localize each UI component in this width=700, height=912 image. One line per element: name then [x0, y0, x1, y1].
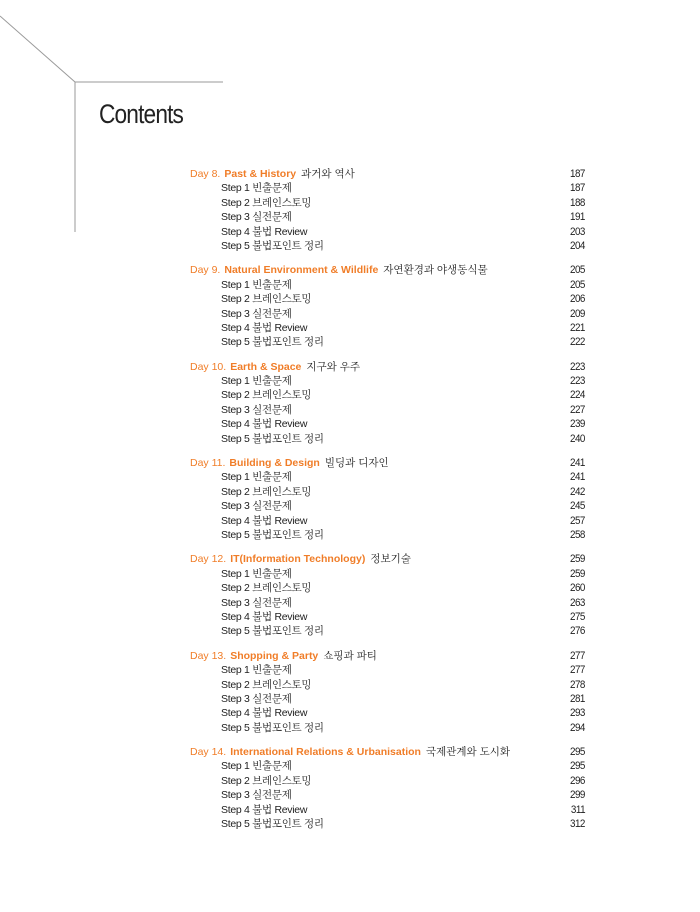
day-title-ko: 자연환경과 야생동식물 [383, 264, 488, 277]
step-label: Step 5 불법포인트 정리 [221, 432, 324, 445]
toc-step-entry[interactable] [190, 181, 585, 195]
step-label: Step 1 빈출문제 [221, 471, 292, 484]
step-label: Step 3 실전문제 [221, 307, 292, 320]
toc-day-entry[interactable] [190, 263, 585, 277]
day-title-en: International Relations & Urbanisation [230, 746, 421, 759]
toc-day-entry[interactable] [190, 456, 585, 470]
step-label: Step 2 브레인스토밍 [221, 196, 312, 209]
day-title-en: Building & Design [229, 457, 320, 470]
page-number: 187 [570, 168, 585, 180]
toc-step-entry[interactable] [190, 581, 585, 595]
page-number: 263 [570, 596, 585, 609]
page-number: 293 [570, 707, 585, 720]
step-list [190, 663, 585, 735]
toc-step-entry[interactable] [190, 485, 585, 499]
day-title-en: Past & History [224, 168, 297, 180]
page-number: 278 [570, 678, 585, 691]
day-title-ko: 쇼핑과 파티 [323, 649, 377, 662]
toc-step-entry[interactable] [190, 514, 585, 528]
toc-day-section [190, 745, 585, 831]
step-list [190, 278, 585, 350]
page-number: 259 [570, 553, 585, 566]
page-number: 295 [570, 746, 585, 759]
day-title-ko: 지구와 우주 [306, 360, 361, 373]
toc-step-entry[interactable] [190, 692, 585, 706]
page-number: 299 [570, 789, 585, 802]
page-number: 277 [570, 664, 585, 677]
page-number: 296 [570, 774, 585, 787]
page-number: 204 [570, 239, 585, 252]
step-label: Step 5 불법포인트 정리 [221, 239, 324, 252]
page-number: 260 [570, 582, 585, 595]
toc-day-section [190, 456, 585, 542]
toc-day-section [190, 263, 585, 349]
page-number: 259 [570, 567, 585, 580]
day-heading [190, 552, 568, 566]
toc-day-entry[interactable] [190, 649, 585, 663]
step-label: Step 1 빈출문제 [221, 664, 292, 677]
day-number: Day 9. [190, 264, 221, 277]
step-label: Step 3 실전문제 [221, 789, 292, 802]
page-number: 221 [570, 321, 585, 334]
step-label: Step 3 실전문제 [221, 596, 292, 609]
toc-step-entry[interactable] [190, 417, 585, 431]
step-list [190, 567, 585, 639]
page-number: 242 [570, 485, 585, 498]
toc-step-entry[interactable] [190, 721, 585, 735]
page-number: 295 [570, 760, 585, 773]
toc-step-entry[interactable] [190, 307, 585, 321]
toc-step-entry[interactable] [190, 278, 585, 292]
step-label: Step 2 브레인스토밍 [221, 582, 312, 595]
page-number: 276 [570, 625, 585, 638]
day-title-ko: 정보기술 [370, 553, 411, 566]
step-label: Step 3 실전문제 [221, 692, 292, 705]
step-label: Step 1 빈출문제 [221, 278, 292, 291]
step-label: Step 1 빈출문제 [221, 375, 292, 388]
step-label: Step 5 불법포인트 정리 [221, 721, 324, 734]
toc-step-entry[interactable] [190, 210, 585, 224]
day-title-en: Earth & Space [230, 360, 302, 373]
day-title-ko: 과거와 역사 [301, 168, 355, 180]
page-number: 227 [570, 403, 585, 416]
page-number: 277 [570, 649, 585, 662]
page-number: 188 [570, 196, 585, 209]
toc-day-section [190, 552, 585, 638]
day-heading [190, 745, 568, 759]
toc-step-entry[interactable] [190, 499, 585, 513]
step-label: Step 1 빈출문제 [221, 567, 292, 580]
step-label: Step 4 불법 Review [221, 321, 308, 334]
day-number: Day 14. [190, 746, 227, 759]
page-number: 187 [570, 182, 585, 195]
page-number: 240 [570, 432, 585, 445]
toc-step-entry[interactable] [190, 663, 585, 677]
step-label: Step 5 불법포인트 정리 [221, 625, 324, 638]
day-title-ko: 빌딩과 디자인 [324, 457, 389, 470]
toc-step-entry[interactable] [190, 706, 585, 720]
day-number: Day 10. [190, 360, 227, 373]
toc-step-entry[interactable] [190, 774, 585, 788]
page-number: 222 [570, 336, 585, 349]
toc-step-entry[interactable] [190, 239, 585, 253]
page-number: 239 [570, 418, 585, 431]
page-number: 294 [570, 721, 585, 734]
toc-step-entry[interactable] [190, 567, 585, 581]
toc-step-entry[interactable] [190, 788, 585, 802]
page-number: 206 [570, 293, 585, 306]
day-title-en: Shopping & Party [230, 649, 319, 662]
day-title-ko: 국제관계와 도시화 [425, 746, 511, 759]
day-heading [190, 456, 568, 470]
toc-step-entry[interactable] [190, 596, 585, 610]
page-number: 191 [570, 211, 585, 224]
page-number: 223 [570, 375, 585, 388]
page-number: 241 [570, 471, 585, 484]
day-number: Day 12. [190, 553, 227, 566]
step-list [190, 374, 585, 446]
toc-day-entry[interactable] [190, 552, 585, 566]
page-number: 223 [570, 360, 585, 373]
toc-step-entry[interactable] [190, 470, 585, 484]
day-number: Day 8. [190, 168, 221, 180]
page-number: 311 [570, 803, 585, 816]
page-number: 209 [570, 307, 585, 320]
day-number: Day 11. [190, 457, 226, 470]
step-label: Step 4 불법 Review [221, 514, 308, 527]
toc-day-section [190, 167, 585, 253]
page-title: Contents [99, 99, 184, 129]
step-label: Step 4 불법 Review [221, 225, 308, 238]
step-label: Step 4 불법 Review [221, 707, 308, 720]
page-number: 312 [570, 818, 585, 831]
toc-day-section [190, 360, 585, 446]
page-number: 281 [570, 692, 585, 705]
day-heading [190, 167, 568, 181]
day-heading [190, 360, 568, 374]
page-number: 205 [570, 278, 585, 291]
step-label: Step 2 브레인스토밍 [221, 293, 312, 306]
step-label: Step 1 빈출문제 [221, 760, 292, 773]
day-title-en: IT(Information Technology) [230, 553, 366, 566]
step-label: Step 4 불법 Review [221, 610, 308, 623]
toc-step-entry[interactable] [190, 432, 585, 446]
step-label: Step 2 브레인스토밍 [221, 485, 312, 498]
toc-step-entry[interactable] [190, 759, 585, 773]
page-number: 224 [570, 389, 585, 402]
step-label: Step 5 불법포인트 정리 [221, 528, 324, 541]
step-label: Step 2 브레인스토밍 [221, 389, 312, 402]
toc-step-entry[interactable] [190, 292, 585, 306]
toc-day-entry[interactable] [190, 167, 585, 181]
toc-step-entry[interactable] [190, 388, 585, 402]
step-label: Step 5 불법포인트 정리 [221, 818, 324, 831]
step-list [190, 181, 585, 253]
page-number: 275 [570, 610, 585, 623]
step-list [190, 470, 585, 542]
day-number: Day 13. [190, 649, 227, 662]
page-number: 258 [570, 528, 585, 541]
toc-step-entry[interactable] [190, 817, 585, 831]
step-label: Step 2 브레인스토밍 [221, 774, 312, 787]
table-of-contents [190, 167, 585, 841]
page-number: 205 [570, 264, 585, 277]
step-label: Step 3 실전문제 [221, 403, 292, 416]
step-label: Step 4 불법 Review [221, 803, 308, 816]
toc-day-entry[interactable] [190, 360, 585, 374]
page-number: 257 [570, 514, 585, 527]
toc-step-entry[interactable] [190, 403, 585, 417]
toc-step-entry[interactable] [190, 528, 585, 542]
toc-step-entry[interactable] [190, 321, 585, 335]
day-title-en: Natural Environment & Wildlife [224, 264, 379, 277]
toc-step-entry[interactable] [190, 678, 585, 692]
step-label: Step 5 불법포인트 정리 [221, 336, 324, 349]
day-heading [190, 263, 568, 277]
step-list [190, 759, 585, 831]
toc-day-entry[interactable] [190, 745, 585, 759]
day-heading [190, 649, 568, 663]
step-label: Step 3 실전문제 [221, 500, 292, 513]
toc-step-entry[interactable] [190, 225, 585, 239]
toc-step-entry[interactable] [190, 335, 585, 349]
step-label: Step 4 불법 Review [221, 418, 308, 431]
toc-step-entry[interactable] [190, 374, 585, 388]
toc-step-entry[interactable] [190, 624, 585, 638]
step-label: Step 3 실전문제 [221, 211, 292, 224]
step-label: Step 1 빈출문제 [221, 182, 292, 195]
step-label: Step 2 브레인스토밍 [221, 678, 312, 691]
page-number: 245 [570, 500, 585, 513]
toc-step-entry[interactable] [190, 610, 585, 624]
page-number: 203 [570, 225, 585, 238]
page-number: 241 [570, 457, 585, 470]
toc-step-entry[interactable] [190, 803, 585, 817]
toc-day-section [190, 649, 585, 735]
toc-step-entry[interactable] [190, 196, 585, 210]
